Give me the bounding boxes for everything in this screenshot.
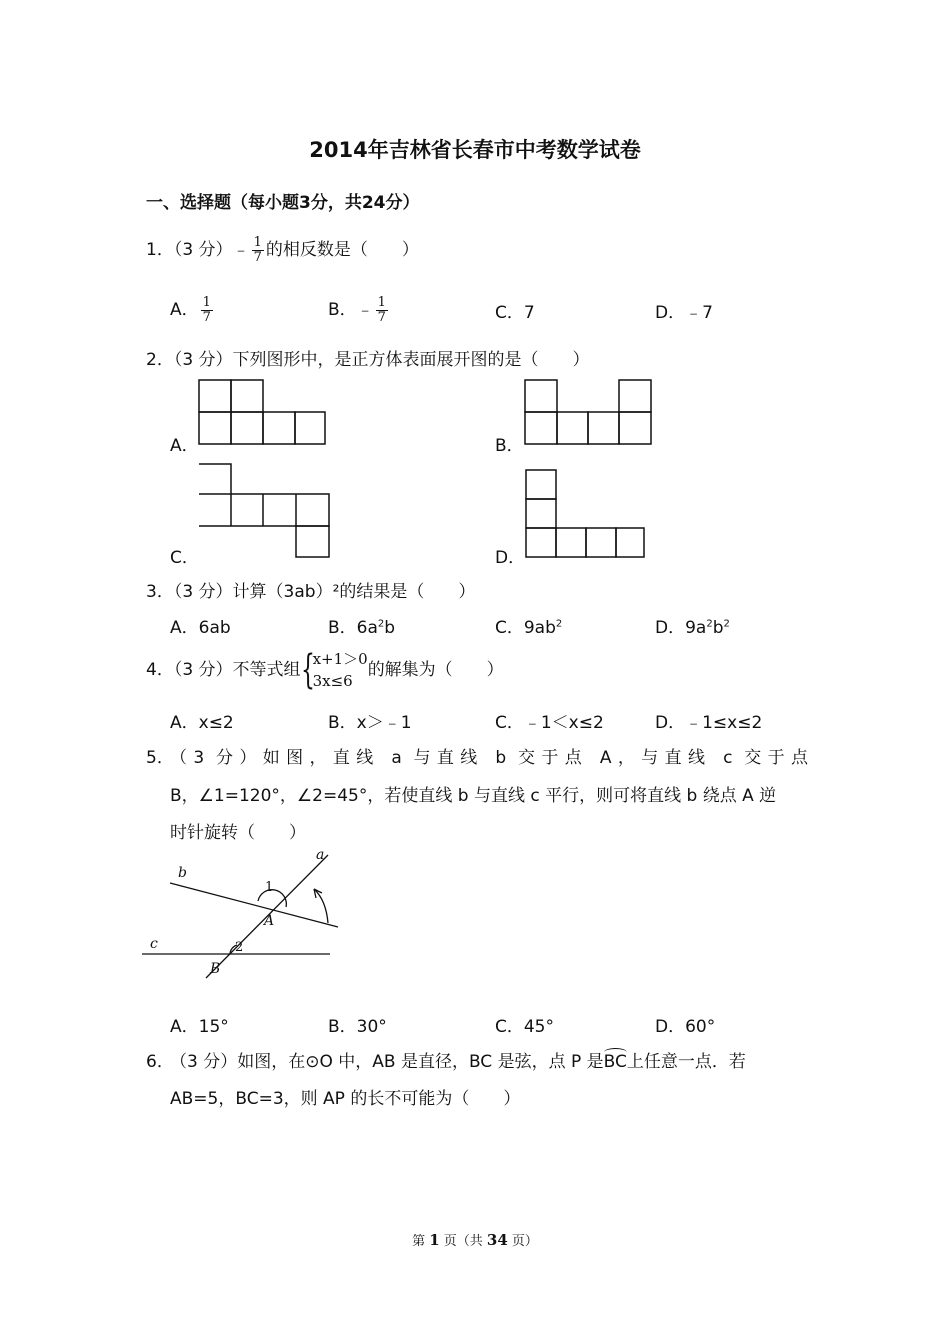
q5-line-3: 时针旋转（ ） bbox=[170, 823, 306, 843]
q2a-square bbox=[231, 412, 263, 444]
q6-line-1 bbox=[170, 1047, 746, 1072]
q1-b-den: 7 bbox=[377, 309, 386, 325]
q2-number: 2． bbox=[146, 350, 174, 370]
q4-option-b: B．x＞﹣1 bbox=[328, 713, 412, 733]
q5-option-b: B．30° bbox=[328, 1017, 387, 1037]
q4-number: 4． bbox=[146, 660, 174, 680]
footer-post: 页） bbox=[507, 1234, 538, 1249]
q3-option-b bbox=[328, 613, 395, 638]
question-1 bbox=[146, 235, 419, 265]
q6-line1-pre: （3 分）如图，在⊙O 中，AB 是直径，BC 是弦，点 P 是 bbox=[170, 1052, 604, 1072]
q2d-square bbox=[526, 499, 556, 528]
q1-number: 1． bbox=[146, 240, 174, 260]
q1-prefix: （3 分）﹣ bbox=[173, 240, 250, 260]
q2b-square bbox=[619, 380, 651, 412]
q1-option-d: D．﹣7 bbox=[655, 303, 713, 323]
q2c-top-edge bbox=[199, 464, 231, 494]
question-4 bbox=[146, 648, 504, 692]
q1-a-num: 1 bbox=[202, 294, 211, 310]
q6-line1-post: 上任意一点．若 bbox=[626, 1052, 746, 1072]
page-title: 2014年吉林省长春市中考数学试卷 bbox=[309, 138, 641, 162]
q3-d-pre: D．9a bbox=[655, 618, 707, 638]
q4-line1: x+1＞0 bbox=[312, 650, 368, 668]
q1-b-num: 1 bbox=[377, 294, 386, 310]
question-2 bbox=[146, 345, 590, 370]
q5-number: 5． bbox=[146, 748, 174, 768]
q3-c-pre: C．9ab bbox=[495, 618, 556, 638]
label-b: b bbox=[178, 865, 187, 881]
q3-d-mid: b bbox=[712, 618, 724, 638]
q2b-square bbox=[525, 412, 557, 444]
q4-suffix: 的解集为（ ） bbox=[367, 660, 504, 680]
q1-frac-num: 1 bbox=[253, 234, 262, 250]
q2a-square bbox=[295, 412, 325, 444]
q3-number: 3． bbox=[146, 582, 174, 602]
q2b-square bbox=[619, 412, 651, 444]
line-b bbox=[170, 883, 338, 927]
q1-option-b bbox=[328, 295, 390, 325]
footer-page-number: 1 bbox=[429, 1231, 440, 1249]
q2a-square bbox=[199, 380, 231, 412]
q2-net-d bbox=[522, 468, 652, 563]
q2-option-c-label: C． bbox=[170, 548, 199, 568]
q2c-row bbox=[199, 494, 329, 526]
q2d-square bbox=[586, 528, 616, 557]
q2-net-b bbox=[522, 378, 657, 448]
q5-option-d: D．60° bbox=[655, 1017, 716, 1037]
q2a-square bbox=[263, 412, 295, 444]
q4-prefix: （3 分）不等式组 bbox=[173, 660, 301, 680]
q4-option-d: D．﹣1≤x≤2 bbox=[655, 713, 763, 733]
q1-fraction bbox=[252, 236, 264, 265]
q6-arc-bc: BC bbox=[603, 1052, 627, 1072]
footer-pre: 第 bbox=[412, 1234, 430, 1249]
q1-b-label: B．﹣ bbox=[328, 300, 374, 320]
label-a: a bbox=[316, 847, 325, 863]
label-c: c bbox=[150, 936, 158, 952]
label-A: A bbox=[264, 913, 275, 929]
label-angle-1: 1 bbox=[265, 880, 274, 895]
q4-line2: 3x≤6 bbox=[312, 672, 353, 690]
q1-option-a bbox=[170, 295, 215, 325]
question-3 bbox=[146, 577, 475, 602]
q3-option-d bbox=[655, 613, 730, 638]
q4-option-a: A．x≤2 bbox=[170, 713, 234, 733]
q3-b-post: b bbox=[384, 618, 396, 638]
q3-c-sup: 2 bbox=[555, 618, 563, 630]
q2d-square bbox=[526, 528, 556, 557]
q6-number: 6． bbox=[146, 1052, 174, 1072]
q1-frac-den: 7 bbox=[253, 249, 262, 265]
q3-d-sup2: 2 bbox=[723, 618, 730, 630]
q2-text: （3 分）下列图形中，是正方体表面展开图的是（ ） bbox=[173, 350, 590, 370]
q4-inequality-system bbox=[301, 648, 368, 692]
q3-text: （3 分）计算（3ab）²的结果是（ ） bbox=[173, 582, 476, 602]
q4-option-c: C．﹣1＜x≤2 bbox=[495, 713, 604, 733]
brace-icon: { bbox=[300, 647, 315, 693]
q1-a-label: A． bbox=[170, 300, 199, 320]
q6-line-2: AB=5，BC=3，则 AP 的长不可能为（ ） bbox=[170, 1089, 521, 1109]
label-angle-2: 2 bbox=[235, 940, 244, 955]
q3-b-pre: B．6a bbox=[328, 618, 378, 638]
q3-d-sup1: 2 bbox=[706, 618, 713, 630]
q3-option-a: A．6ab bbox=[170, 618, 231, 638]
q1-a-den: 7 bbox=[202, 309, 211, 325]
q1-suffix: 的相反数是（ ） bbox=[265, 240, 419, 260]
q1-option-c: C．7 bbox=[495, 303, 535, 323]
page-footer bbox=[0, 1230, 950, 1249]
q2d-square bbox=[616, 528, 644, 557]
q2b-square bbox=[525, 380, 557, 412]
q2c-dividers bbox=[231, 494, 296, 526]
q3-b-sup: 2 bbox=[377, 618, 385, 630]
q2-option-b-label: B． bbox=[495, 436, 524, 456]
q1-a-fraction bbox=[201, 296, 213, 325]
q1-b-fraction bbox=[376, 296, 388, 325]
q2-net-c bbox=[195, 460, 340, 560]
label-B: B bbox=[210, 961, 221, 977]
q5-option-c: C．45° bbox=[495, 1017, 555, 1037]
q2d-square bbox=[556, 528, 586, 557]
q3-option-c bbox=[495, 613, 562, 638]
q2a-square bbox=[231, 380, 263, 412]
q2-option-d-label: D． bbox=[495, 548, 526, 568]
q5-option-a: A．15° bbox=[170, 1017, 229, 1037]
q2-net-a bbox=[195, 378, 335, 448]
q5-line-2: B，∠1=120°，∠2=45°，若使直线 b 与直线 c 平行，则可将直线 b 绕点 A 逆 bbox=[170, 786, 777, 806]
rotation-arrow-icon bbox=[314, 889, 328, 923]
q2a-square bbox=[199, 412, 231, 444]
q2-option-a-label: A． bbox=[170, 436, 199, 456]
q2b-square bbox=[588, 412, 619, 444]
q5-figure bbox=[138, 845, 348, 980]
q2d-square bbox=[526, 470, 556, 499]
q2c-square bbox=[296, 526, 329, 557]
footer-mid: 页（共 bbox=[439, 1234, 487, 1249]
footer-total-pages: 34 bbox=[486, 1231, 508, 1249]
q5-line-1: （3 分）如图，直线 a 与直线 b 交于点 A，与直线 c 交于点 bbox=[170, 748, 808, 768]
q2b-square bbox=[557, 412, 588, 444]
section-heading: 一、选择题（每小题3分，共24分） bbox=[146, 193, 420, 213]
